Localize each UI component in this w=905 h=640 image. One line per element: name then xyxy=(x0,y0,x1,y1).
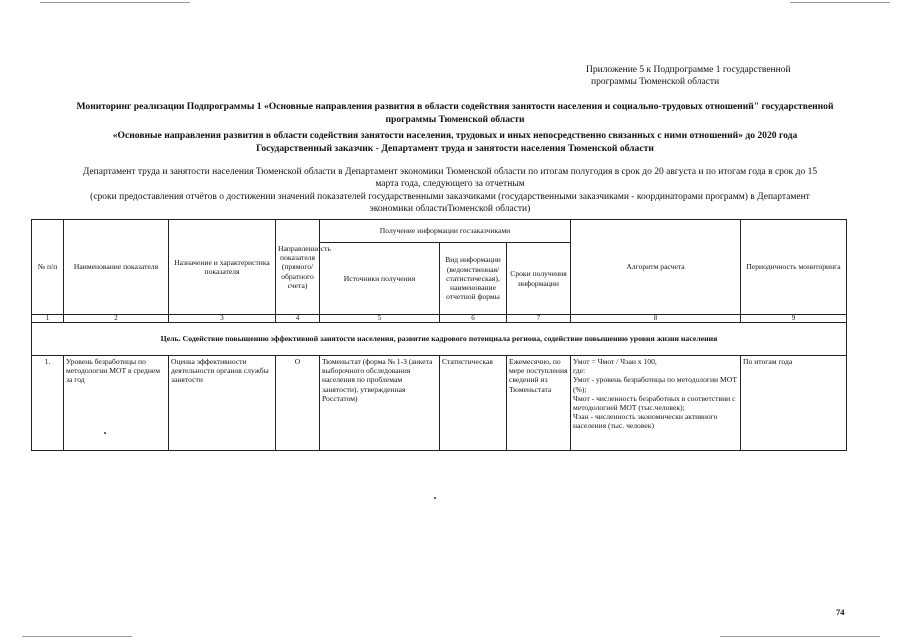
algorithm-where: где: xyxy=(573,366,586,376)
row-no: 1. xyxy=(32,356,64,451)
header-name: Наименование показателя xyxy=(64,220,169,315)
scan-speck xyxy=(434,497,436,499)
scan-edge-bottom-right xyxy=(720,636,880,637)
row-sources: Тюменьстат (форма № 1-З (анкета выборочного обследования населения по проблемам занятости), утвержденная Росстатом) xyxy=(320,356,440,451)
header-sources: Источники получения xyxy=(320,243,440,315)
customer-title: Государственный заказчик - Департамент труда и занятости населения Тюменской области xyxy=(256,142,654,154)
header-info-group: Получение информации госзаказчиками xyxy=(320,220,571,243)
row-algorithm xyxy=(571,356,741,451)
col-num: 7 xyxy=(507,315,571,323)
header-periodicity: Периодичность мониторинга xyxy=(741,220,847,315)
goal-text: Цель. Содействие повышению эффективной занятости населения, развитие кадрового потенциала региона, содействие повышению уровня жизни населения xyxy=(32,323,847,356)
header-direction: Направленность показателя (прямого/обратного счета) xyxy=(276,220,320,315)
column-numbers-row xyxy=(32,315,847,323)
col-num: 2 xyxy=(64,315,169,323)
row-info-type: Статистическая xyxy=(440,356,507,451)
col-num: 9 xyxy=(741,315,847,323)
main-title-line-2: программы Тюменской области xyxy=(385,113,525,125)
scan-speck xyxy=(104,432,106,434)
col-num: 3 xyxy=(169,315,276,323)
main-title-line-1: Мониторинг реализации Подпрограммы 1 «Основные направления развития в области содействия занятости населения и социально-трудовых отношений" государственной xyxy=(76,101,834,112)
terms-line-1: (сроки предоставления отчётов о достижении значений показателей государственными заказчиками (государственными заказчиками - координаторами программ) в Департамент xyxy=(90,192,810,202)
algorithm-formula: Умот = Чмот / Чэан х 100, xyxy=(573,357,657,366)
header-no: № п/п xyxy=(32,220,64,315)
page-number: 74 xyxy=(836,607,845,617)
scan-edge-top xyxy=(40,2,190,3)
terms-text xyxy=(40,192,860,215)
col-num: 1 xyxy=(32,315,64,323)
row-terms: Ежемесячно, по мере поступления сведений из Тюменьстата xyxy=(507,356,571,451)
scan-edge-bottom xyxy=(22,636,132,637)
annex-note xyxy=(586,64,826,88)
document-titles xyxy=(30,101,880,155)
col-num: 8 xyxy=(571,315,741,323)
table-header-row-1 xyxy=(32,220,847,243)
department-line-2: марта года, следующего за отчетным xyxy=(375,178,525,189)
row-periodicity: По итогам года xyxy=(741,356,847,451)
algorithm-def-1: Умот - уровень безработицы по методологии МОТ (%); xyxy=(573,375,737,394)
header-purpose: Назначение и характеристика показателя xyxy=(169,220,276,315)
table-row xyxy=(32,356,847,451)
terms-line-2: экономики областиТюменской области) xyxy=(369,203,531,214)
goal-row xyxy=(32,323,847,356)
col-num: 4 xyxy=(276,315,320,323)
monitoring-table xyxy=(31,219,847,451)
row-name: Уровень безработицы по методологии МОТ в среднем за год xyxy=(64,356,169,451)
department-line-1: Департамент труда и занятости населения Тюменской области в Департамент экономики Тюменской области по итогам полугодия в срок до 20 августа и по итогам года в срок до 15 xyxy=(82,167,818,177)
row-direction: О xyxy=(276,356,320,451)
header-info-type: Вид информации (ведомственная/ статистическая), наименование отчетной формы xyxy=(440,243,507,315)
header-terms: Сроки получения информации xyxy=(507,243,571,315)
row-purpose: Оценка эффективности деятельности органов службы занятости xyxy=(169,356,276,451)
header-algorithm: Алгоритм расчета xyxy=(571,220,741,315)
algorithm-def-3: Чэан - численность экономически активного населения (тыс. человек) xyxy=(573,412,718,431)
annex-line-1: Приложение 5 к Подпрограмме 1 государственной xyxy=(586,65,791,75)
col-num: 5 xyxy=(320,315,440,323)
annex-line-2: программы Тюменской области xyxy=(591,77,720,87)
subprogram-title: «Основные направления развития в области содействия занятости населения, трудовых и иных непосредственно связанных с ними отношений» до 2020 года xyxy=(112,130,798,141)
col-num: 6 xyxy=(440,315,507,323)
scan-edge-top-right xyxy=(790,2,890,3)
algorithm-def-2: Чмот - численность безработных в соответствии с методологией МОТ (тыс.человек); xyxy=(573,393,736,413)
department-text xyxy=(40,167,860,190)
